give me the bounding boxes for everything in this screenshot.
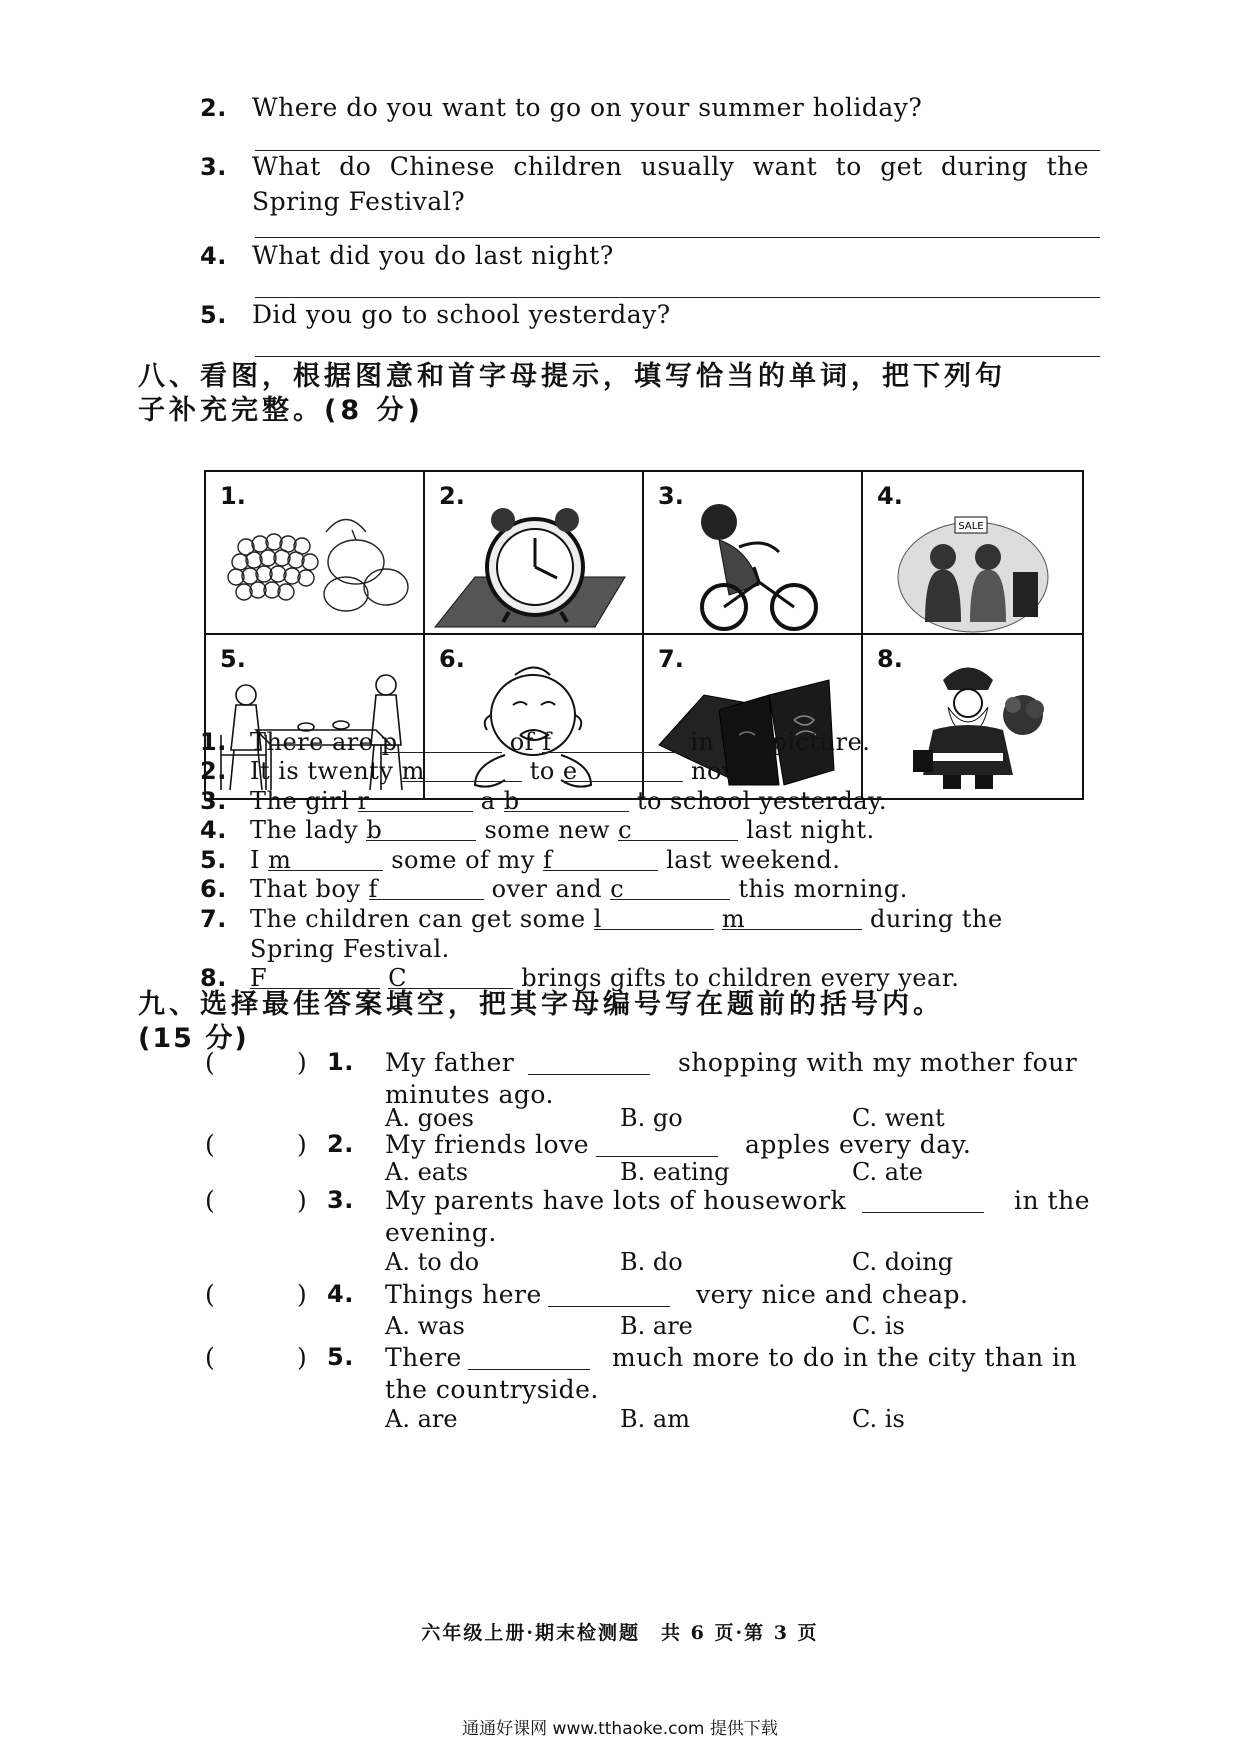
question-number: 5. — [200, 301, 227, 329]
picture-cell-1 — [206, 472, 425, 635]
sentence-text: The girl — [250, 787, 358, 815]
answer-blank[interactable] — [548, 1306, 670, 1307]
sentence-text: last weekend. — [658, 846, 841, 874]
source-watermark: 通通好课网 www.tthaoke.com 提供下载 — [462, 1719, 778, 1739]
option-a[interactable]: A. eats — [385, 1158, 469, 1186]
fruit-icon — [206, 472, 424, 634]
question-text: Where do you want to go on your summer holiday? — [252, 93, 923, 122]
section-title-line: 子补充完整。(8 分) — [138, 395, 424, 426]
answer-blank[interactable] — [862, 1212, 984, 1213]
option-b[interactable]: B. eating — [620, 1158, 730, 1186]
picture-label: 6. — [439, 645, 465, 673]
sentence-text: a — [472, 787, 504, 815]
sentence-number: 3. — [200, 787, 227, 815]
picture-label: 7. — [658, 645, 684, 673]
girl-riding-bike-icon — [644, 472, 862, 634]
shopping-sale-icon — [863, 472, 1081, 634]
initial-letter-hint: f — [368, 875, 378, 903]
section-8-title — [138, 360, 1108, 428]
sentence-text: during the — [861, 905, 1003, 933]
initial-letter-hint: p — [381, 728, 398, 756]
question-number: 3. — [200, 153, 227, 181]
answer-blank[interactable] — [542, 728, 682, 756]
question-stem: Things here — [385, 1280, 542, 1309]
option-b[interactable]: B. am — [620, 1405, 690, 1433]
picture-cell-4 — [863, 472, 1082, 635]
answer-paren-close[interactable]: ) — [297, 1130, 308, 1159]
picture-cell-3 — [644, 472, 863, 635]
picture-cell-2 — [425, 472, 644, 635]
question-text-continued: Spring Festival? — [252, 187, 466, 216]
question-stem: My father — [385, 1048, 515, 1077]
fill-sentence — [200, 787, 1100, 815]
picture-label: 2. — [439, 482, 465, 510]
answer-blank[interactable] — [381, 728, 502, 756]
sentence-text: last night. — [738, 816, 875, 844]
question-number: 2. — [200, 94, 227, 122]
initial-letter-hint: m — [401, 757, 425, 785]
answer-paren-open[interactable]: ( — [205, 1186, 216, 1215]
question-stem: There — [385, 1343, 462, 1372]
fill-sentence — [200, 905, 1100, 933]
answer-paren-open[interactable]: ( — [205, 1048, 216, 1077]
question-5 — [200, 300, 1100, 329]
option-c[interactable]: C. is — [852, 1405, 905, 1433]
question-2 — [200, 93, 1100, 122]
sentence-text: There are — [250, 728, 382, 756]
option-b[interactable]: B. do — [620, 1248, 683, 1276]
sentence-number: 1. — [200, 728, 227, 756]
sentence-text: some new — [476, 816, 619, 844]
answer-blank[interactable] — [250, 964, 380, 992]
sentence-text: That boy — [250, 875, 369, 903]
section-title-line: 九、选择最佳答案填空，把其字母编号写在题前的括号内。 — [138, 989, 944, 1020]
section-9-title — [138, 988, 1108, 1056]
question-number: 4. — [327, 1280, 354, 1308]
sentence-text — [714, 905, 722, 933]
sentence-text: It is twenty — [250, 757, 402, 785]
sentence-number: 6. — [200, 875, 227, 903]
sentence-text: in the picture. — [682, 728, 871, 756]
initial-letter-hint: e — [562, 757, 578, 785]
initial-letter-hint: f — [543, 846, 553, 874]
answer-paren-close[interactable]: ) — [297, 1048, 308, 1077]
option-c[interactable]: C. is — [852, 1312, 905, 1340]
answer-blank[interactable] — [610, 875, 730, 903]
question-number: 2. — [327, 1130, 354, 1158]
question-4 — [200, 241, 1100, 270]
sentence-text: over and — [483, 875, 611, 903]
option-c[interactable]: C. ate — [852, 1158, 923, 1186]
answer-blank[interactable] — [618, 816, 738, 844]
sentence-text: The lady — [250, 816, 367, 844]
option-b[interactable]: B. go — [620, 1104, 683, 1132]
question-stem: My parents have lots of housework — [385, 1186, 847, 1215]
fill-sentence — [200, 757, 1100, 785]
svg-text:SALE: SALE — [958, 521, 984, 532]
option-c[interactable]: C. doing — [852, 1248, 954, 1276]
answer-paren-open[interactable]: ( — [205, 1130, 216, 1159]
answer-blank[interactable] — [593, 905, 714, 933]
question-stem-rest: shopping with my mother four — [678, 1048, 1078, 1077]
sentence-number: 7. — [200, 905, 227, 933]
sentence-text: some of my — [383, 846, 543, 874]
section-title-line: 八、看图，根据图意和首字母提示，填写恰当的单词，把下列句 — [138, 361, 1006, 392]
initial-letter-hint: b — [366, 816, 383, 844]
answer-blank[interactable] — [388, 964, 513, 992]
sentence-text: to school yesterday. — [628, 787, 888, 815]
sentence-number: 8. — [200, 964, 227, 992]
option-c[interactable]: C. went — [852, 1104, 945, 1132]
fill-sentence — [200, 728, 1100, 756]
initial-letter-hint: m — [721, 905, 746, 933]
answer-paren-close[interactable]: ) — [297, 1343, 308, 1372]
answer-blank[interactable] — [268, 846, 383, 874]
sentence-text-continued: Spring Festival. — [250, 935, 450, 963]
initial-letter-hint: b — [503, 787, 520, 815]
picture-label: 4. — [877, 482, 903, 510]
question-stem: My friends love — [385, 1130, 590, 1159]
fill-sentence — [200, 816, 1100, 844]
initial-letter-hint: c — [610, 875, 625, 903]
sentence-text: now. — [682, 757, 749, 785]
initial-letter-hint: m — [268, 846, 292, 874]
sentence-text: I — [250, 846, 269, 874]
sentence-text: this morning. — [730, 875, 908, 903]
answer-blank[interactable] — [503, 787, 629, 815]
question-stem-rest: very nice and cheap. — [696, 1280, 969, 1309]
initial-letter-hint: l — [593, 905, 602, 933]
answer-blank[interactable] — [562, 757, 683, 785]
question-number: 3. — [327, 1186, 354, 1214]
question-number: 5. — [327, 1343, 354, 1371]
answer-blank[interactable] — [543, 846, 658, 874]
question-stem-continued: the countryside. — [385, 1375, 599, 1404]
question-number: 1. — [327, 1048, 354, 1076]
answer-paren-close[interactable]: ) — [297, 1186, 308, 1215]
answer-line[interactable] — [255, 297, 1100, 298]
fill-sentence — [200, 846, 1100, 874]
sentence-text: to — [521, 757, 563, 785]
question-text: Did you go to school yesterday? — [252, 300, 671, 329]
answer-blank[interactable] — [366, 816, 476, 844]
sentence-number: 5. — [200, 846, 227, 874]
answer-blank[interactable] — [357, 787, 473, 815]
answer-blank[interactable] — [596, 1156, 718, 1157]
initial-letter-hint: c — [618, 816, 633, 844]
question-text: What did you do last night? — [252, 241, 614, 270]
section-title-line: (15 分) — [138, 1023, 249, 1054]
initial-letter-hint: f — [542, 728, 552, 756]
answer-blank[interactable] — [468, 1369, 590, 1370]
sentence-number: 2. — [200, 757, 227, 785]
question-text: What do Chinese children usually want to get during the — [252, 152, 1090, 181]
sentence-text: brings gifts to children every year. — [513, 964, 960, 992]
answer-blank[interactable] — [368, 875, 484, 903]
option-a[interactable]: A. to do — [385, 1248, 480, 1276]
picture-label: 5. — [220, 645, 246, 673]
option-a[interactable]: A. are — [385, 1405, 458, 1433]
initial-letter-hint: F — [250, 964, 268, 992]
answer-paren-close[interactable]: ) — [297, 1280, 308, 1309]
question-stem-rest: apples every day. — [745, 1130, 972, 1159]
question-stem-continued: evening. — [385, 1218, 497, 1247]
question-3 — [200, 152, 1100, 216]
answer-line[interactable] — [255, 356, 1100, 357]
question-stem-rest: in the — [1014, 1186, 1090, 1215]
sentence-number: 4. — [200, 816, 227, 844]
option-a[interactable]: A. goes — [385, 1104, 474, 1132]
answer-blank[interactable] — [401, 757, 522, 785]
option-a[interactable]: A. was — [385, 1312, 465, 1340]
alarm-clock-icon — [425, 472, 643, 634]
picture-label: 8. — [877, 645, 903, 673]
initial-letter-hint: r — [357, 787, 370, 815]
page-footer: 六年级上册·期末检测题 共 6 页·第 3 页 — [421, 1622, 819, 1644]
answer-blank[interactable] — [528, 1074, 650, 1075]
question-stem-continued: minutes ago. — [385, 1080, 554, 1109]
sentence-text: The children can get some — [250, 905, 594, 933]
picture-label: 1. — [220, 482, 246, 510]
answer-paren-open[interactable]: ( — [205, 1343, 216, 1372]
question-stem-rest: much more to do in the city than in — [612, 1343, 1078, 1372]
question-number: 4. — [200, 242, 227, 270]
picture-label: 3. — [658, 482, 684, 510]
initial-letter-hint: C — [388, 964, 408, 992]
answer-paren-open[interactable]: ( — [205, 1280, 216, 1309]
option-b[interactable]: B. are — [620, 1312, 693, 1340]
answer-line[interactable] — [255, 150, 1100, 151]
answer-line[interactable] — [255, 237, 1100, 238]
sentence-text: of — [501, 728, 543, 756]
answer-blank[interactable] — [721, 905, 862, 933]
fill-sentence — [200, 875, 1100, 903]
